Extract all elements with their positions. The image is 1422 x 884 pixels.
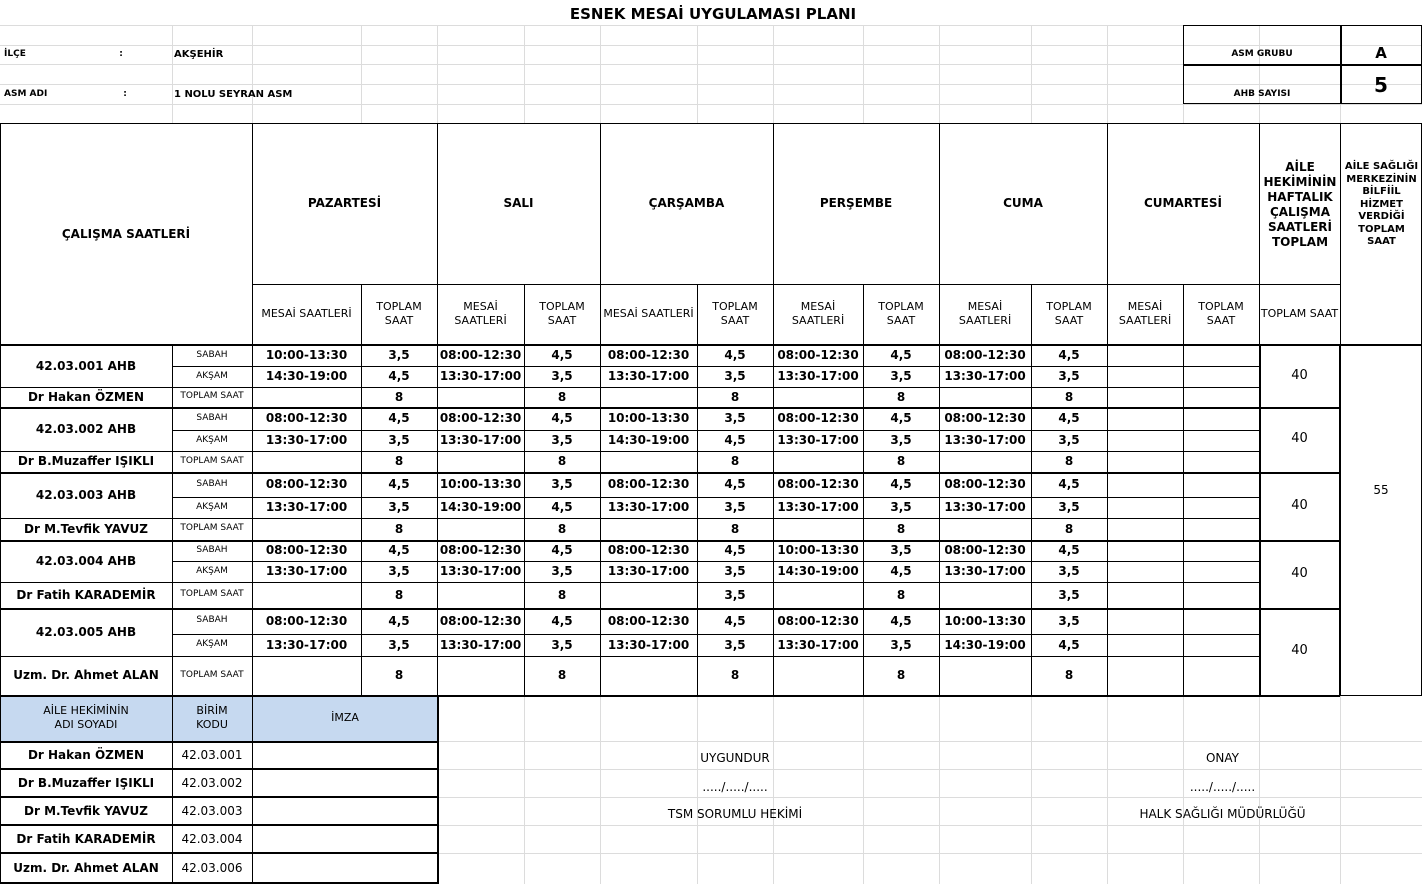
- gridline-v: [939, 696, 940, 884]
- approval-right-date: ...../...../.....: [1189, 779, 1256, 794]
- sabah-total: 3,5: [388, 348, 410, 362]
- day-total: 8: [557, 521, 567, 536]
- cell-v-line: [1107, 407, 1108, 472]
- day-total: 3,5: [1058, 587, 1080, 602]
- doctor-code: 42.03.004 AHB: [35, 553, 137, 568]
- sabah-total: 4,5: [551, 348, 573, 362]
- aksam-total: 3,5: [890, 500, 912, 514]
- gridline-v: [252, 25, 253, 123]
- sabah-total: 4,5: [724, 543, 746, 557]
- signature-unit-code: 42.03.003: [181, 803, 243, 818]
- sabah-total: 4,5: [388, 613, 410, 628]
- row-label-aksam: AKŞAM: [196, 565, 228, 576]
- sabah-hours: 10:00-13:30: [777, 543, 859, 557]
- aksam-hours: 13:30-17:00: [607, 369, 690, 383]
- row-label-toplam: TOPLAM SAAT: [180, 589, 244, 600]
- sabah-total: 4,5: [890, 348, 912, 362]
- row-label-toplam: TOPLAM SAAT: [180, 669, 244, 680]
- aksam-hours: 14:30-19:00: [777, 564, 859, 578]
- day-total: 8: [896, 454, 906, 468]
- aksam-total: 3,5: [388, 500, 410, 514]
- sub-header-mesai: MESAİ SAATLERİ: [603, 307, 694, 321]
- aksam-hours: 13:30-17:00: [607, 500, 690, 514]
- signature-field[interactable]: [253, 854, 436, 881]
- sabah-total: 4,5: [551, 411, 573, 425]
- block-right-border: [1339, 540, 1341, 608]
- aksam-hours: 13:30-17:00: [777, 500, 859, 514]
- day-total: 8: [557, 587, 567, 602]
- aksam-hours: 13:30-17:00: [944, 433, 1026, 447]
- day-total: 8: [394, 454, 404, 468]
- sabah-hours: 08:00-12:30: [607, 477, 690, 491]
- sabah-total: 4,5: [551, 543, 573, 557]
- gridline-h: [437, 741, 1422, 742]
- gridline-v: [1031, 25, 1032, 123]
- weekly-total-value: 40: [1291, 367, 1308, 383]
- aksam-hours: 13:30-17:00: [607, 637, 690, 652]
- cell-v-line: [1107, 608, 1108, 695]
- aksam-hours: 13:30-17:00: [777, 433, 859, 447]
- aksam-total: 3,5: [551, 433, 573, 447]
- sabah-hours: 08:00-12:30: [777, 477, 859, 491]
- sub-header-toplam: TOPLAM SAAT: [1198, 300, 1244, 327]
- cell-v-line: [1183, 407, 1184, 472]
- day-total: 8: [1064, 521, 1074, 536]
- sabah-total: 4,5: [1058, 543, 1080, 557]
- sabah-total: 4,5: [551, 613, 573, 628]
- calisma-saatleri-header: ÇALIŞMA SAATLERİ: [61, 226, 191, 241]
- aksam-hours: 13:30-17:00: [265, 637, 348, 652]
- day-total: 8: [896, 668, 906, 682]
- sabah-total: 4,5: [890, 411, 912, 425]
- sabah-total: 4,5: [890, 613, 912, 628]
- day-header-2: ÇARŞAMBA: [648, 195, 725, 210]
- signature-field[interactable]: [253, 798, 436, 823]
- sabah-hours: 08:00-12:30: [777, 348, 859, 362]
- sabah-hours: 10:00-13:30: [607, 411, 690, 425]
- aksam-hours: 13:30-17:00: [944, 564, 1026, 578]
- signature-unit-code: 42.03.002: [181, 775, 243, 790]
- sabah-hours: 10:00-13:30: [944, 613, 1026, 628]
- doctor-name: Uzm. Dr. Ahmet ALAN: [13, 668, 159, 682]
- sabah-hours: 08:00-12:30: [607, 613, 690, 628]
- sabah-hours: 08:00-12:30: [607, 348, 690, 362]
- aksam-total: 3,5: [1058, 564, 1080, 578]
- row-label-aksam: AKŞAM: [196, 370, 228, 381]
- day-total: 8: [896, 521, 906, 536]
- weekly-total-value: 40: [1291, 643, 1308, 659]
- approval-left-status: UYGUNDUR: [700, 750, 770, 765]
- signature-col-name: AİLE HEKİMİNİN ADI SOYADI: [43, 704, 129, 731]
- gridline-v: [863, 25, 864, 123]
- sabah-total: 3,5: [724, 411, 746, 425]
- sabah-hours: 08:00-12:30: [607, 543, 690, 557]
- gridline-h: [437, 853, 1422, 854]
- row-label-sabah: SABAH: [196, 349, 228, 360]
- sig-right-border: [437, 696, 439, 884]
- signature-field[interactable]: [253, 770, 436, 795]
- sabah-hours: 08:00-12:30: [265, 613, 348, 628]
- sabah-total: 3,5: [551, 477, 573, 491]
- ahb-count-value: 5: [1374, 72, 1388, 97]
- day-total: 8: [1064, 454, 1074, 468]
- sabah-hours: 08:00-12:30: [944, 477, 1026, 491]
- aksam-total: 3,5: [1058, 433, 1080, 447]
- sabah-total: 4,5: [1058, 411, 1080, 425]
- ilce-colon: :: [119, 49, 123, 60]
- aksam-hours: 13:30-17:00: [777, 637, 859, 652]
- day-total: 8: [394, 389, 404, 404]
- sabah-hours: 08:00-12:30: [265, 477, 348, 491]
- doctor-code: 42.03.002 AHB: [35, 421, 137, 436]
- aksam-total: 3,5: [551, 564, 573, 578]
- sabah-hours: 08:00-12:30: [944, 411, 1026, 425]
- row-label-toplam: TOPLAM SAAT: [180, 391, 244, 402]
- gridline-v: [172, 25, 173, 123]
- signature-col-imza: İMZA: [331, 711, 359, 725]
- day-header-5: CUMARTESİ: [1144, 195, 1222, 210]
- asm-name-colon: :: [123, 89, 127, 100]
- cell-v-line: [1183, 472, 1184, 540]
- aksam-total: 3,5: [724, 500, 746, 514]
- asm-total-value: 55: [1373, 482, 1389, 497]
- aksam-total: 3,5: [890, 637, 912, 652]
- signature-unit-code: 42.03.004: [181, 831, 243, 846]
- block-right-border: [1339, 608, 1341, 695]
- asm-total-bottom: [1340, 695, 1422, 696]
- doctor-code: 42.03.003 AHB: [35, 487, 137, 502]
- aksam-hours: 13:30-17:00: [439, 369, 522, 383]
- row-label-sabah: SABAH: [196, 412, 228, 423]
- cell-v-line: [1183, 345, 1184, 407]
- aksam-hours: 13:30-17:00: [265, 564, 348, 578]
- aksam-hours: 13:30-17:00: [944, 500, 1026, 514]
- aksam-total: 3,5: [388, 564, 410, 578]
- sabah-total: 4,5: [1058, 477, 1080, 491]
- sabah-total: 3,5: [890, 543, 912, 557]
- sub-header-toplam: TOPLAM SAAT: [878, 300, 924, 327]
- aksam-total: 3,5: [724, 637, 746, 652]
- doctor-code: 42.03.005 AHB: [35, 624, 137, 639]
- block-right-border: [1339, 345, 1341, 407]
- day-header-3: PERŞEMBE: [819, 195, 893, 210]
- day-total: 8: [1064, 668, 1074, 682]
- sabah-hours: 08:00-12:30: [439, 543, 522, 557]
- gridline-v: [773, 25, 774, 123]
- asm-total-header: AİLE SAĞLIĞI MERKEZİNİN BİLFİİL HİZMET VERDİĞİ TOPLAM SAAT: [1344, 161, 1419, 248]
- signature-field[interactable]: [253, 826, 436, 851]
- sabah-hours: 08:00-12:30: [439, 411, 522, 425]
- sabah-hours: 10:00-13:30: [265, 348, 348, 362]
- sabah-total: 4,5: [388, 411, 410, 425]
- sabah-hours: 08:00-12:30: [777, 411, 859, 425]
- sabah-total: 4,5: [1058, 348, 1080, 362]
- sub-header-toplam: TOPLAM SAAT: [1046, 300, 1092, 327]
- gridline-h: [437, 825, 1422, 826]
- table-left-border: [0, 345, 1, 695]
- sabah-hours: 08:00-12:30: [265, 411, 348, 425]
- block-right-border: [1339, 407, 1341, 472]
- sub-header-weekly: TOPLAM SAAT: [1260, 307, 1339, 321]
- sub-header-mesai: MESAİ SAATLERİ: [791, 300, 845, 327]
- aksam-total: 3,5: [1058, 500, 1080, 514]
- sub-header-toplam: TOPLAM SAAT: [712, 300, 758, 327]
- aksam-hours: 14:30-19:00: [265, 369, 348, 383]
- aksam-total: 3,5: [890, 369, 912, 383]
- doctor-code: 42.03.001 AHB: [35, 358, 137, 373]
- aksam-hours: 13:30-17:00: [265, 433, 348, 447]
- gridline-v: [437, 25, 438, 123]
- sabah-total: 4,5: [724, 613, 746, 628]
- asm-group-label: ASM GRUBU: [1231, 49, 1293, 60]
- sub-header-mesai: MESAİ SAATLERİ: [454, 300, 507, 327]
- day-total: 8: [557, 454, 567, 468]
- sub-header-mesai: MESAİ SAATLERİ: [958, 300, 1012, 327]
- gridline-h: [437, 797, 1422, 798]
- aksam-total: 4,5: [388, 369, 410, 383]
- row-label-aksam: AKŞAM: [196, 501, 228, 512]
- doctor-name: Dr M.Tevfik YAVUZ: [24, 521, 148, 536]
- sabah-hours: 08:00-12:30: [944, 543, 1026, 557]
- weekly-total-value: 40: [1291, 431, 1308, 447]
- aksam-hours: 13:30-17:00: [439, 433, 522, 447]
- gridline-h: [0, 104, 1422, 105]
- sabah-hours: 08:00-12:30: [777, 613, 859, 628]
- day-total: 8: [557, 668, 567, 682]
- day-total: 8: [730, 668, 740, 682]
- gridline-v: [1107, 25, 1108, 123]
- day-total: 8: [730, 521, 740, 536]
- sabah-hours: 08:00-12:30: [439, 613, 522, 628]
- day-total: 8: [730, 389, 740, 404]
- day-total: 8: [730, 454, 740, 468]
- aksam-hours: 13:30-17:00: [777, 369, 859, 383]
- sabah-hours: 10:00-13:30: [439, 477, 522, 491]
- cell-v-line: [1107, 540, 1108, 608]
- page-title: ESNEK MESAİ UYGULAMASI PLANI: [569, 4, 857, 23]
- cell-v-line: [1107, 345, 1108, 407]
- aksam-total: 3,5: [724, 369, 746, 383]
- sabah-total: 4,5: [724, 348, 746, 362]
- gridline-v: [939, 25, 940, 123]
- sub-header-mesai: MESAİ SAATLERİ: [1118, 300, 1172, 327]
- weekly-total-header: AİLE HEKİMİNİN HAFTALIK ÇALIŞMA SAATLERİ TOPLAM: [1263, 160, 1337, 249]
- approval-right-status: ONAY: [1205, 750, 1240, 765]
- cell-v-line: [1183, 540, 1184, 608]
- sabah-hours: 08:00-12:30: [439, 348, 522, 362]
- sabah-total: 3,5: [1058, 613, 1080, 628]
- gridline-v: [524, 696, 525, 884]
- doctor-name: Dr Fatih KARADEMİR: [16, 587, 156, 602]
- approval-left-signer: TSM SORUMLU HEKİMİ: [667, 806, 803, 821]
- sub-header-toplam: TOPLAM SAAT: [539, 300, 585, 327]
- day-total: 3,5: [724, 587, 746, 602]
- aksam-hours: 13:30-17:00: [607, 564, 690, 578]
- asm-group-value: A: [1375, 43, 1387, 62]
- asm-name-value: 1 NOLU SEYRAN ASM: [174, 88, 293, 100]
- signature-col-code: BİRİM KODU: [196, 704, 228, 731]
- header-divider: [252, 284, 1340, 285]
- signature-doctor-name: Dr M.Tevfik YAVUZ: [24, 803, 148, 818]
- aksam-total: 3,5: [890, 433, 912, 447]
- ilce-label: İLÇE: [4, 49, 26, 60]
- asm-name-label: ASM ADI: [4, 89, 48, 100]
- aksam-total: 3,5: [724, 564, 746, 578]
- day-header-4: CUMA: [1003, 195, 1043, 210]
- approval-right-signer: HALK SAĞLIĞI MÜDÜRLÜĞÜ: [1139, 806, 1306, 821]
- aksam-hours: 13:30-17:00: [439, 637, 522, 652]
- cell-v-line: [1107, 472, 1108, 540]
- weekly-total-value: 40: [1291, 497, 1308, 513]
- row-label-aksam: AKŞAM: [196, 639, 228, 650]
- sabah-total: 4,5: [388, 477, 410, 491]
- aksam-total: 3,5: [388, 433, 410, 447]
- row-label-toplam: TOPLAM SAAT: [180, 523, 244, 534]
- day-total: 8: [557, 389, 567, 404]
- signature-doctor-name: Dr Hakan ÖZMEN: [27, 747, 145, 762]
- day-header-1: SALI: [503, 195, 534, 210]
- sub-header-toplam: TOPLAM SAAT: [376, 300, 422, 327]
- day-total: 8: [394, 521, 404, 536]
- day-total: 8: [896, 389, 906, 404]
- ahb-count-label: AHB SAYISI: [1233, 89, 1291, 100]
- sabah-total: 4,5: [890, 477, 912, 491]
- aksam-hours: 14:30-19:00: [607, 433, 690, 447]
- weekly-total-value: 40: [1291, 565, 1308, 581]
- signature-unit-code: 42.03.006: [181, 860, 243, 875]
- row-label-sabah: SABAH: [196, 544, 228, 555]
- aksam-total: 3,5: [1058, 369, 1080, 383]
- approval-left-date: ...../...../.....: [702, 779, 768, 794]
- aksam-hours: 14:30-19:00: [944, 637, 1026, 652]
- aksam-total: 4,5: [1058, 637, 1080, 652]
- gridline-v: [600, 25, 601, 123]
- day-total: 8: [394, 587, 404, 602]
- sig-line: [0, 696, 437, 697]
- sub-header-mesai: MESAİ SAATLERİ: [261, 307, 352, 321]
- aksam-hours: 14:30-19:00: [439, 500, 522, 514]
- day-total: 8: [1064, 389, 1074, 404]
- signature-doctor-name: Dr Fatih KARADEMİR: [16, 831, 156, 846]
- row-label-sabah: SABAH: [196, 615, 228, 626]
- gridline-v: [524, 25, 525, 123]
- doctor-name: Dr Hakan ÖZMEN: [27, 389, 145, 404]
- gridline-v: [697, 25, 698, 123]
- row-label-sabah: SABAH: [196, 478, 228, 489]
- sabah-total: 4,5: [724, 477, 746, 491]
- aksam-total: 3,5: [551, 369, 573, 383]
- aksam-total: 3,5: [388, 637, 410, 652]
- day-total: 8: [394, 668, 404, 682]
- row-label-aksam: AKŞAM: [196, 434, 228, 445]
- aksam-total: 4,5: [890, 564, 912, 578]
- day-header-0: PAZARTESİ: [307, 195, 382, 210]
- gridline-v: [1031, 696, 1032, 884]
- doctor-name: Dr B.Muzaffer IŞIKLI: [17, 454, 155, 468]
- signature-doctor-name: Dr B.Muzaffer IŞIKLI: [17, 775, 155, 790]
- aksam-hours: 13:30-17:00: [265, 500, 348, 514]
- ilce-value: AKŞEHİR: [174, 48, 224, 60]
- gridline-h: [437, 769, 1422, 770]
- aksam-total: 3,5: [551, 637, 573, 652]
- sabah-hours: 08:00-12:30: [265, 543, 348, 557]
- day-total: 8: [896, 587, 906, 602]
- sabah-hours: 08:00-12:30: [944, 348, 1026, 362]
- cell-v-line: [1183, 608, 1184, 695]
- aksam-total: 4,5: [551, 500, 573, 514]
- aksam-total: 4,5: [724, 433, 746, 447]
- aksam-hours: 13:30-17:00: [439, 564, 522, 578]
- row-label-toplam: TOPLAM SAAT: [180, 455, 244, 466]
- signature-field[interactable]: [253, 742, 436, 767]
- gridline-v: [361, 25, 362, 123]
- sabah-total: 4,5: [388, 543, 410, 557]
- header-col-line: [1340, 123, 1341, 344]
- signature-unit-code: 42.03.001: [181, 747, 243, 762]
- aksam-hours: 13:30-17:00: [944, 369, 1026, 383]
- signature-doctor-name: Uzm. Dr. Ahmet ALAN: [13, 860, 159, 875]
